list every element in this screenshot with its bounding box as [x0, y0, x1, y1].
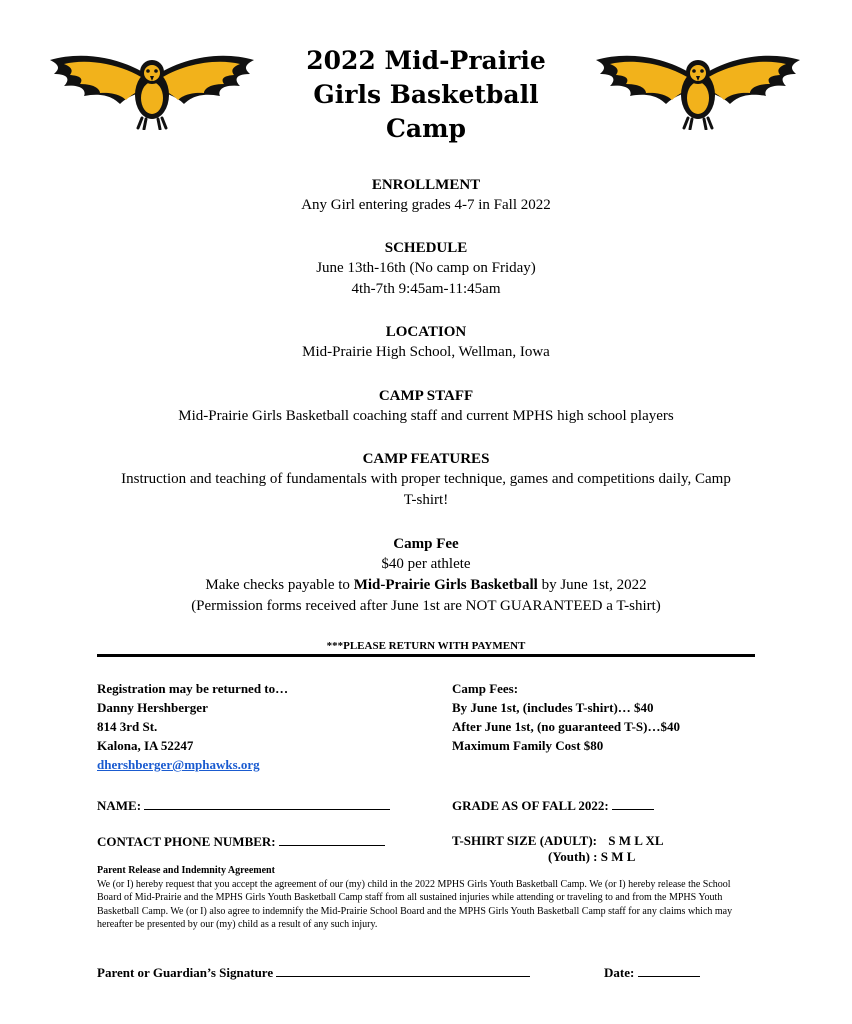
- registration-name: Danny Hershberger: [97, 700, 208, 715]
- hawk-logo-right: [590, 40, 806, 130]
- name-label: NAME:: [97, 798, 142, 813]
- signature-field: [97, 964, 530, 981]
- fee-checks-payee: Mid-Prairie Girls Basketball: [353, 577, 538, 593]
- shirt-size-youth[interactable]: (Youth) : S M L: [548, 849, 636, 864]
- date-label: Date:: [604, 965, 635, 980]
- enrollment-heading: ENROLLMENT: [371, 177, 481, 193]
- registration-street: 814 3rd St.: [97, 719, 158, 734]
- location-text: Mid-Prairie High School, Wellman, Iowa: [302, 344, 550, 360]
- fees-heading: Camp Fees:: [452, 681, 519, 696]
- grade-label: GRADE AS OF FALL 2022:: [452, 798, 609, 813]
- phone-label: CONTACT PHONE NUMBER:: [97, 834, 276, 849]
- phone-blank[interactable]: [279, 833, 385, 846]
- features-heading: CAMP FEATURES: [362, 451, 490, 467]
- signature-blank[interactable]: [276, 964, 530, 977]
- hawk-logo-left: [44, 40, 260, 130]
- name-field: [97, 797, 390, 814]
- return-note: ***PLEASE RETURN WITH PAYMENT: [326, 640, 526, 652]
- features-text-line-1: Instruction and teaching of fundamentals with proper technique, games and competitions daily, Camp: [121, 471, 731, 487]
- features-text-line-2: T-shirt!: [403, 492, 449, 508]
- schedule-times: 4th-7th 9:45am-11:45am: [351, 281, 501, 297]
- enrollment-text: Any Girl entering grades 4-7 in Fall 2022: [301, 197, 551, 213]
- registration-block: [97, 679, 288, 774]
- fee-checks-prefix: Make checks payable to: [205, 577, 354, 593]
- phone-field: [97, 833, 385, 850]
- registration-city: Kalona, IA 52247: [97, 738, 194, 753]
- location-heading: LOCATION: [385, 324, 467, 340]
- fee-section: [0, 534, 852, 617]
- grade-field: [452, 797, 654, 814]
- shirt-label: T-SHIRT SIZE (ADULT):: [452, 833, 598, 848]
- signature-label: Parent or Guardian’s Signature: [97, 965, 274, 980]
- grade-blank[interactable]: [612, 797, 654, 810]
- section-divider: [97, 654, 755, 657]
- date-blank[interactable]: [638, 964, 700, 977]
- title-line-2: Girls Basketball: [313, 80, 539, 109]
- release-title: Parent Release and Indemnity Agreement: [97, 865, 275, 876]
- staff-section: [0, 386, 852, 427]
- schedule-dates: June 13th-16th (No camp on Friday): [316, 260, 536, 276]
- name-blank[interactable]: [144, 797, 390, 810]
- schedule-section: [0, 238, 852, 300]
- date-field: [604, 964, 700, 981]
- features-section: [0, 449, 852, 511]
- staff-text: Mid-Prairie Girls Basketball coaching staff and current MPHS high school players: [178, 408, 674, 424]
- registration-heading: Registration may be returned to…: [97, 681, 289, 696]
- fee-checks-suffix: by June 1st, 2022: [537, 577, 647, 593]
- fees-line-1: By June 1st, (includes T-shirt)… $40: [452, 700, 654, 715]
- title-line-1: 2022 Mid-Prairie: [306, 46, 546, 75]
- fee-heading: Camp Fee: [393, 536, 459, 552]
- page-title: [276, 44, 576, 146]
- enrollment-section: [0, 175, 852, 216]
- title-line-3: Camp: [385, 114, 467, 143]
- fee-tshirt-note: (Permission forms received after June 1st are NOT GUARANTEED a T-shirt): [191, 598, 661, 614]
- fee-amount: $40 per athlete: [381, 556, 471, 572]
- shirt-size-adult: [452, 833, 664, 849]
- location-section: [0, 322, 852, 363]
- hawk-icon: [596, 56, 800, 129]
- fees-line-2: After June 1st, (no guaranteed T-S)…$40: [452, 719, 680, 734]
- shirt-adult-sizes[interactable]: S M L XL: [608, 833, 664, 848]
- schedule-heading: SCHEDULE: [384, 240, 468, 256]
- fee-checks: [0, 575, 852, 596]
- staff-heading: CAMP STAFF: [378, 388, 474, 404]
- fees-line-3: Maximum Family Cost $80: [452, 738, 604, 753]
- registration-email-link[interactable]: dhershberger@mphawks.org: [97, 757, 260, 772]
- release-text: We (or I) hereby request that you accept the agreement of our (my) child in the 2022 MPHS Girls Youth Basketball Camp. We (or I) hereby release the School Board of Mid-Prairie and the MPHS Girls Youth Basketball Camp staff from all sustained injuries while attending or traveling to and from the MPHS Youth Basketball Camp. We (or I) also agree to indemnify the Mid-Prairie School Board and the MPHS Girls Youth Basketball Camp staff for any claims which may hereafter be presented by our (my) child as a result of any such injury.: [97, 879, 733, 930]
- hawk-icon: [50, 56, 254, 129]
- fees-block: [452, 679, 680, 755]
